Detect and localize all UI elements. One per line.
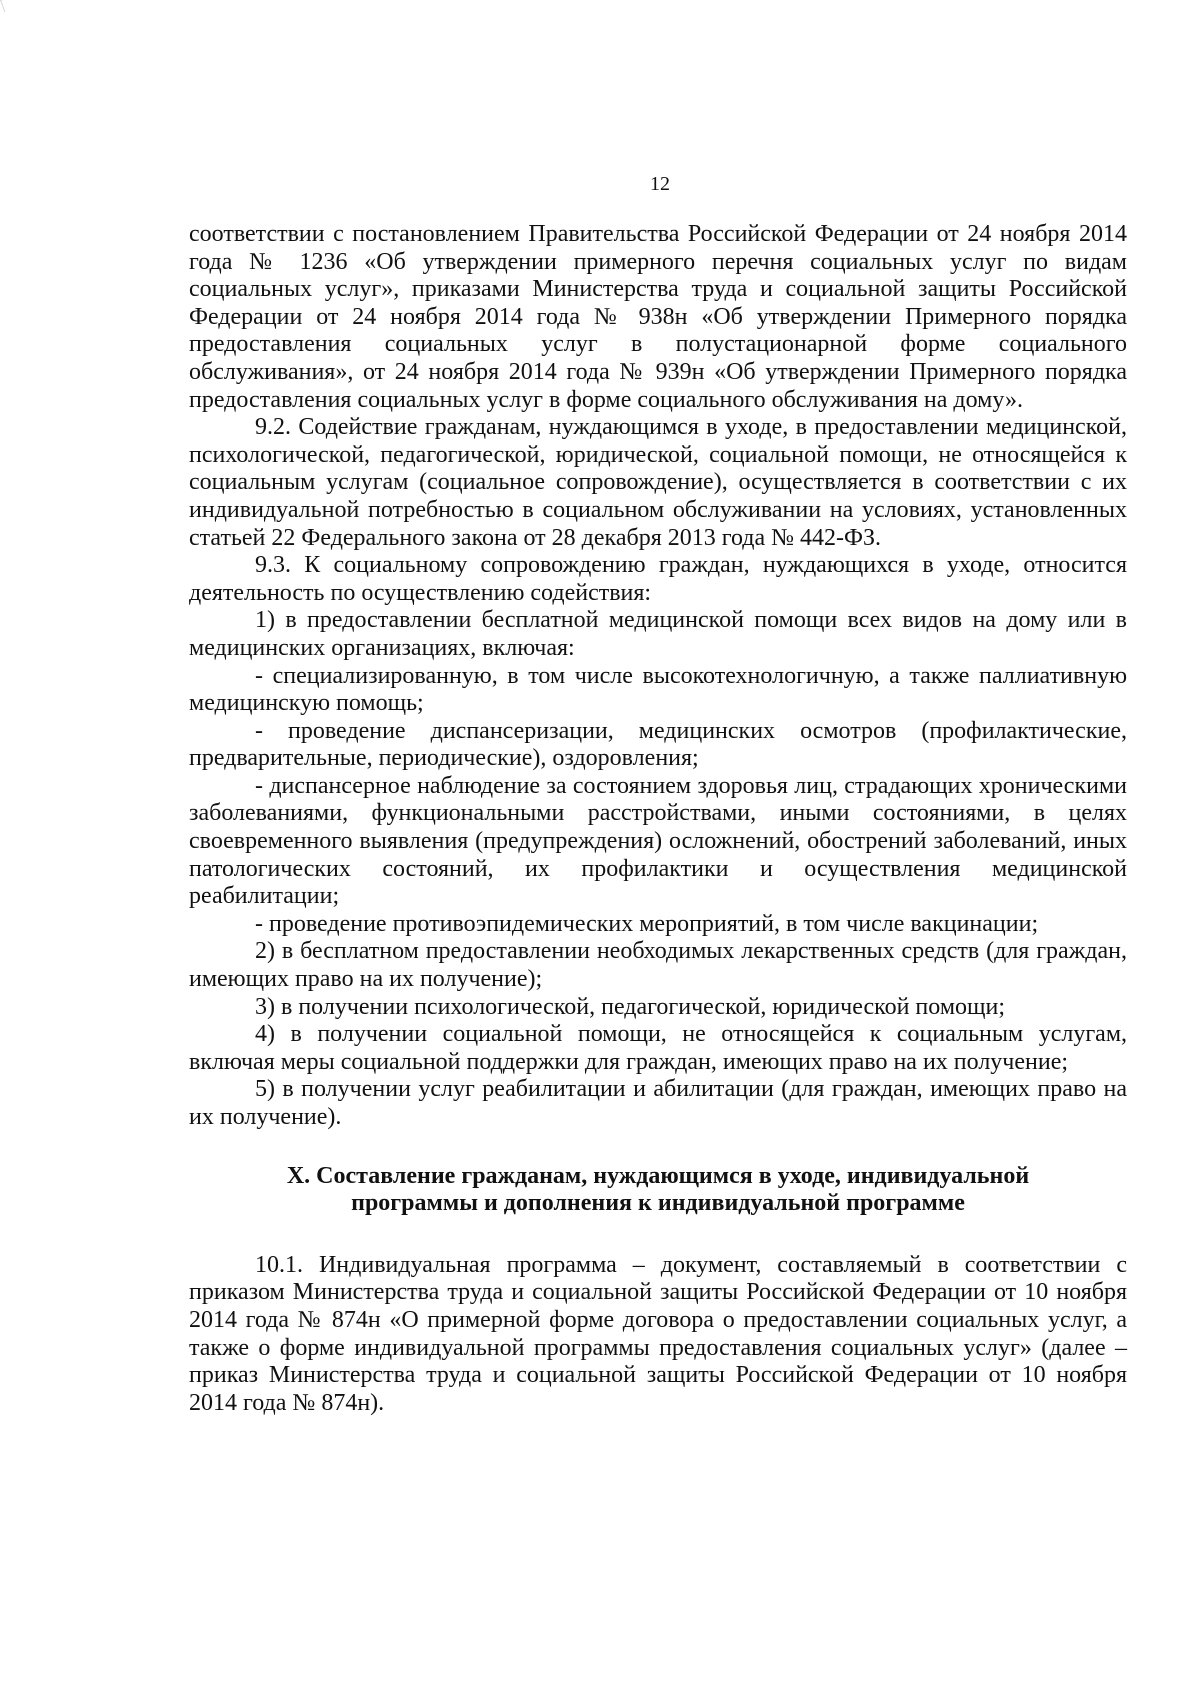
section-heading-line-2: программы и дополнения к индивидуальной программе xyxy=(351,1190,965,1217)
paragraph-continuation: соответствии с постановлением Правительства Российской Федерации от 24 ноября 2014 года № 1236 «Об утверждении примерного перечня социальных услуг по видам социальных услуг», приказами Министерства труда и социальной защиты Российской Федерации от 24 ноября 2014 года № 938н «Об утверждении Примерного порядка предоставления социальных услуг в полустационарной форме социального обслуживания», от 24 ноября 2014 года № 939н «Об утверждении Примерного порядка предоставления социальных услуг в форме социального обслуживания на дому». xyxy=(189,221,1127,413)
list-item-2: 2) в бесплатном предоставлении необходимых лекарственных средств (для граждан, имеющих право на их получение); xyxy=(189,938,1127,993)
scan-corner-mark xyxy=(0,0,17,12)
section-heading-x xyxy=(189,1163,1127,1218)
list-item-5: 5) в получении услуг реабилитации и абилитации (для граждан, имеющих право на их получение). xyxy=(189,1076,1127,1130)
list-subitem-specialized-care: - специализированную, в том числе высокотехнологичную, а также паллиативную медицинскую помощь; xyxy=(189,662,1127,717)
section-heading-line-1: X. Составление гражданам, нуждающимся в уходе, индивидуальной xyxy=(286,1162,1030,1189)
list-item-1: 1) в предоставлении бесплатной медицинской помощи всех видов на дому или в медицинских организациях, включая: xyxy=(189,607,1127,661)
list-subitem-dispensary-observation: - диспансерное наблюдение за состоянием здоровья лиц, страдающих хроническими заболеваниями, функциональными расстройствами, иными состояниями, в целях своевременного выявления (предупреждения) осложнений, обострений заболеваний, иных патологических состояний, их профилактики и осуществления медицинской реабилитации; xyxy=(189,772,1127,910)
paragraph-9-2: 9.2. Содействие гражданам, нуждающимся в уходе, в предоставлении медицинской, психологической, педагогической, юридической, социальной помощи, не относящейся к социальным услугам (социальное сопровождение), осуществляется в соответствии с их индивидуальной потребностью в социальном обслуживании на условиях, установленных статьей 22 Федерального закона от 28 декабря 2013 года № 442-ФЗ. xyxy=(189,414,1127,551)
list-item-3: 3) в получении психологической, педагогической, юридической помощи; xyxy=(255,993,1005,1020)
list-subitem-medical-examinations: - проведение диспансеризации, медицинских осмотров (профилактические, предварительные, периодические), оздоровления; xyxy=(189,717,1127,772)
document-body xyxy=(189,221,1127,1417)
paragraph-9-3: 9.3. К социальному сопровождению граждан, нуждающихся в уходе, относится деятельность по осуществлению содействия: xyxy=(189,552,1127,606)
page-number: 12 xyxy=(650,173,670,195)
paragraph-10-1: 10.1. Индивидуальная программа – документ, составляемый в соответствии с приказом Министерства труда и социальной защиты Российской Федерации от 10 ноября 2014 года № 874н «О примерной форме договора о предоставлении социальных услуг, а также о форме индивидуальной программы предоставления социальных услуг» (далее – приказ Министерства труда и социальной защиты Российской Федерации от 10 ноября 2014 года № 874н). xyxy=(189,1251,1127,1416)
list-subitem-vaccination: - проведение противоэпидемических мероприятий, в том числе вакцинации; xyxy=(255,910,1039,937)
list-item-4: 4) в получении социальной помощи, не относящейся к социальным услугам, включая меры социальной поддержки для граждан, имеющих право на их получение; xyxy=(189,1021,1127,1075)
